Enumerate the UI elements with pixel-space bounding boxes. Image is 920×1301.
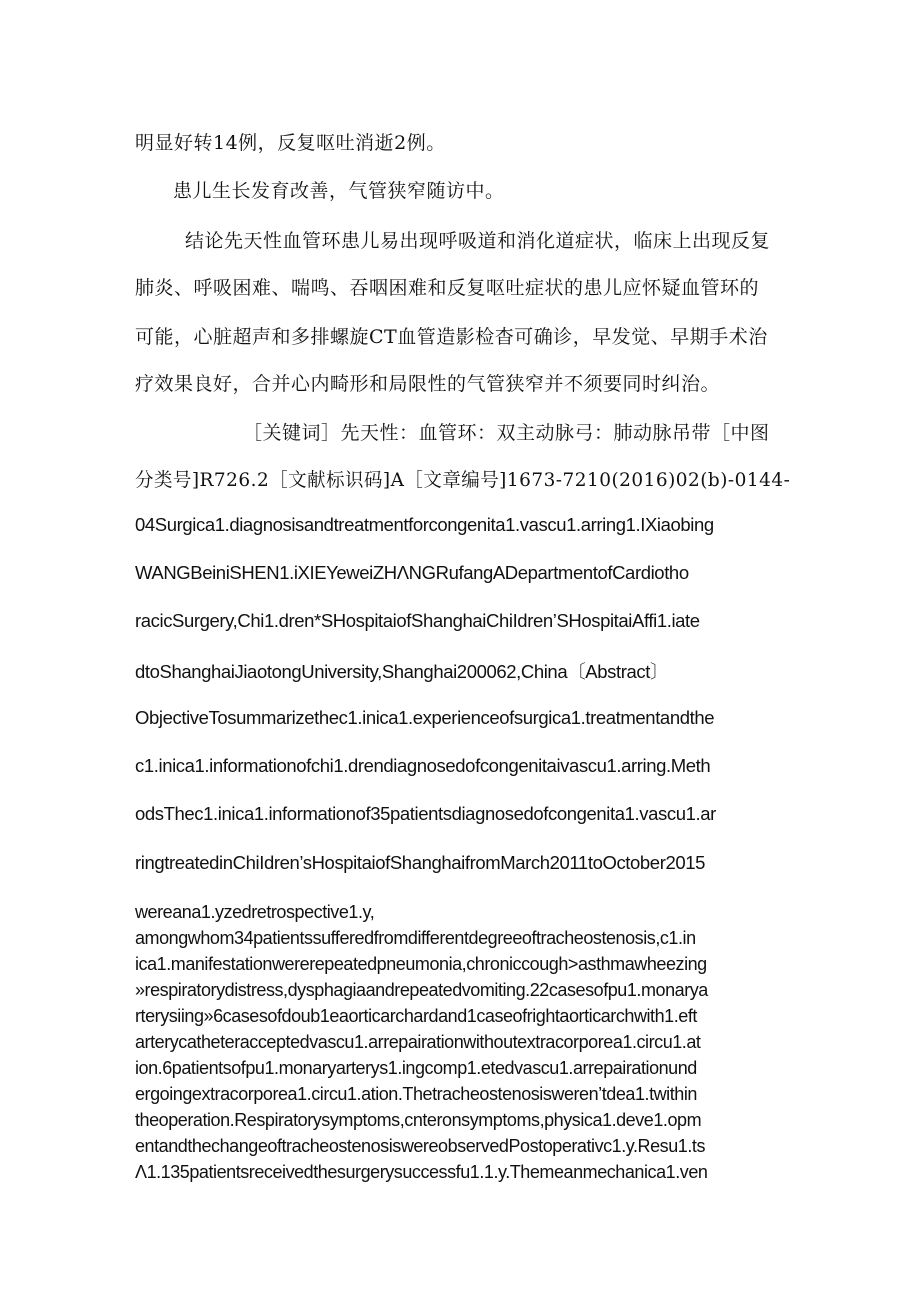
keywords-line-1: ［关键词］先天性：血管环：双主动脉弓：肺动脉吊带［中图 [243,422,770,444]
english-dense-line-4: »respiratorydistress,dysphagiaandrepeatedvomiting.22casesofpu1.monarya [135,980,708,1000]
english-dense-line-9: theoperation.Respiratorysymptoms,cnteronsymptoms,physica1.deve1.opm [135,1110,702,1130]
english-dense-line-6: arterycatheteracceptedvascu1.arrepairationwithoutextracorporea1.circu1.at [135,1032,701,1052]
english-dense-line-3: ica1.manifestationwererepeatedpneumonia,chroniccough>asthmawheezing [135,954,707,974]
english-line-2: WANGBeiniSHEN1.iXIEYeweiZHΛNGRufangADepartmentofCardiotho [135,562,689,583]
english-dense-line-7: ion.6patientsofpu1.monaryarterys1.ingcomp1.etedvascu1.arrepairationund [135,1058,697,1078]
conclusion-line-3: 可能，心脏超声和多排螺旋CT血管造影检杳可确诊，早发觉、早期手术治 [135,326,768,348]
english-dense-line-11: Λ1.135patientsreceivedthesurgerysuccessfu1.1.y.Themeanmechanica1.ven [135,1162,708,1182]
english-dense-line-2: amongwhom34patientssufferedfromdifferentdegreeoftracheostenosis,c1.in [135,928,696,948]
english-line-6: c1.inica1.informationofchi1.drendiagnosedofcongenitaivascu1.arring.Meth [135,755,711,776]
english-line-8: ringtreatedinChiIdren’sHospitaiofShanghaifromMarch2011toOctober2015 [135,852,706,873]
english-line-5: ObjectiveTosummarizethec1.inica1.experienceofsurgica1.treatmentandthe [135,707,715,728]
keywords-line-2 [135,465,790,492]
conclusion-line-1: 结论先天性血管环患儿易出现呼吸道和消化道症状，临床上出现反复 [185,230,771,252]
english-line-4: dtoShanghaiJiaotongUniversity,Shanghai200062,China〔Abstract〕 [135,661,669,682]
english-dense-line-10: entandthechangeoftracheostenosiswereobservedPostoperativc1.y.Resu1.ts [135,1136,705,1156]
conclusion-line-2: 肺炎、呼吸困难、喘鸣、吞咽困难和反复呕吐症状的患儿应怀疑血管环的 [135,277,760,299]
english-dense-line-1: wereana1.yzedretrospective1.y, [135,902,375,922]
intro-line-2: 患儿生长发育改善，气管狭窄随访中。 [173,180,505,202]
conclusion-line-4: 疗效果良好，合并心内畸形和局限性的气管狭窄并不须要同时纠治。 [135,373,721,395]
english-line-7: odsThec1.inica1.informationof35patientsdiagnosedofcongenita1.vascu1.ar [135,803,716,824]
english-line-1: 04Surgica1.diagnosisandtreatmentforcongenita1.vascu1.arring1.IXiaobing [135,514,714,535]
intro-line-1: 明显好转14例，反复呕吐消逝2例。 [135,132,446,154]
english-line-3: racicSurgery,Chi1.dren*SHospitaiofShanghaiChiIdren’SHospitaiAffi1.iate [135,610,700,631]
english-dense-line-5: rterysiing»6casesofdoub1eaorticarchardand1caseofrightaorticarchwith1.eft [135,1006,697,1026]
keywords-line-2-text: 分类号]R726.2［文献标识码]A［文章编号]1673-7210(2016)02(b)-0144- [135,469,790,491]
english-dense-line-8: ergoingextracorporea1.circu1.ation.Thetracheostenosisweren’tdea1.twithin [135,1084,697,1104]
